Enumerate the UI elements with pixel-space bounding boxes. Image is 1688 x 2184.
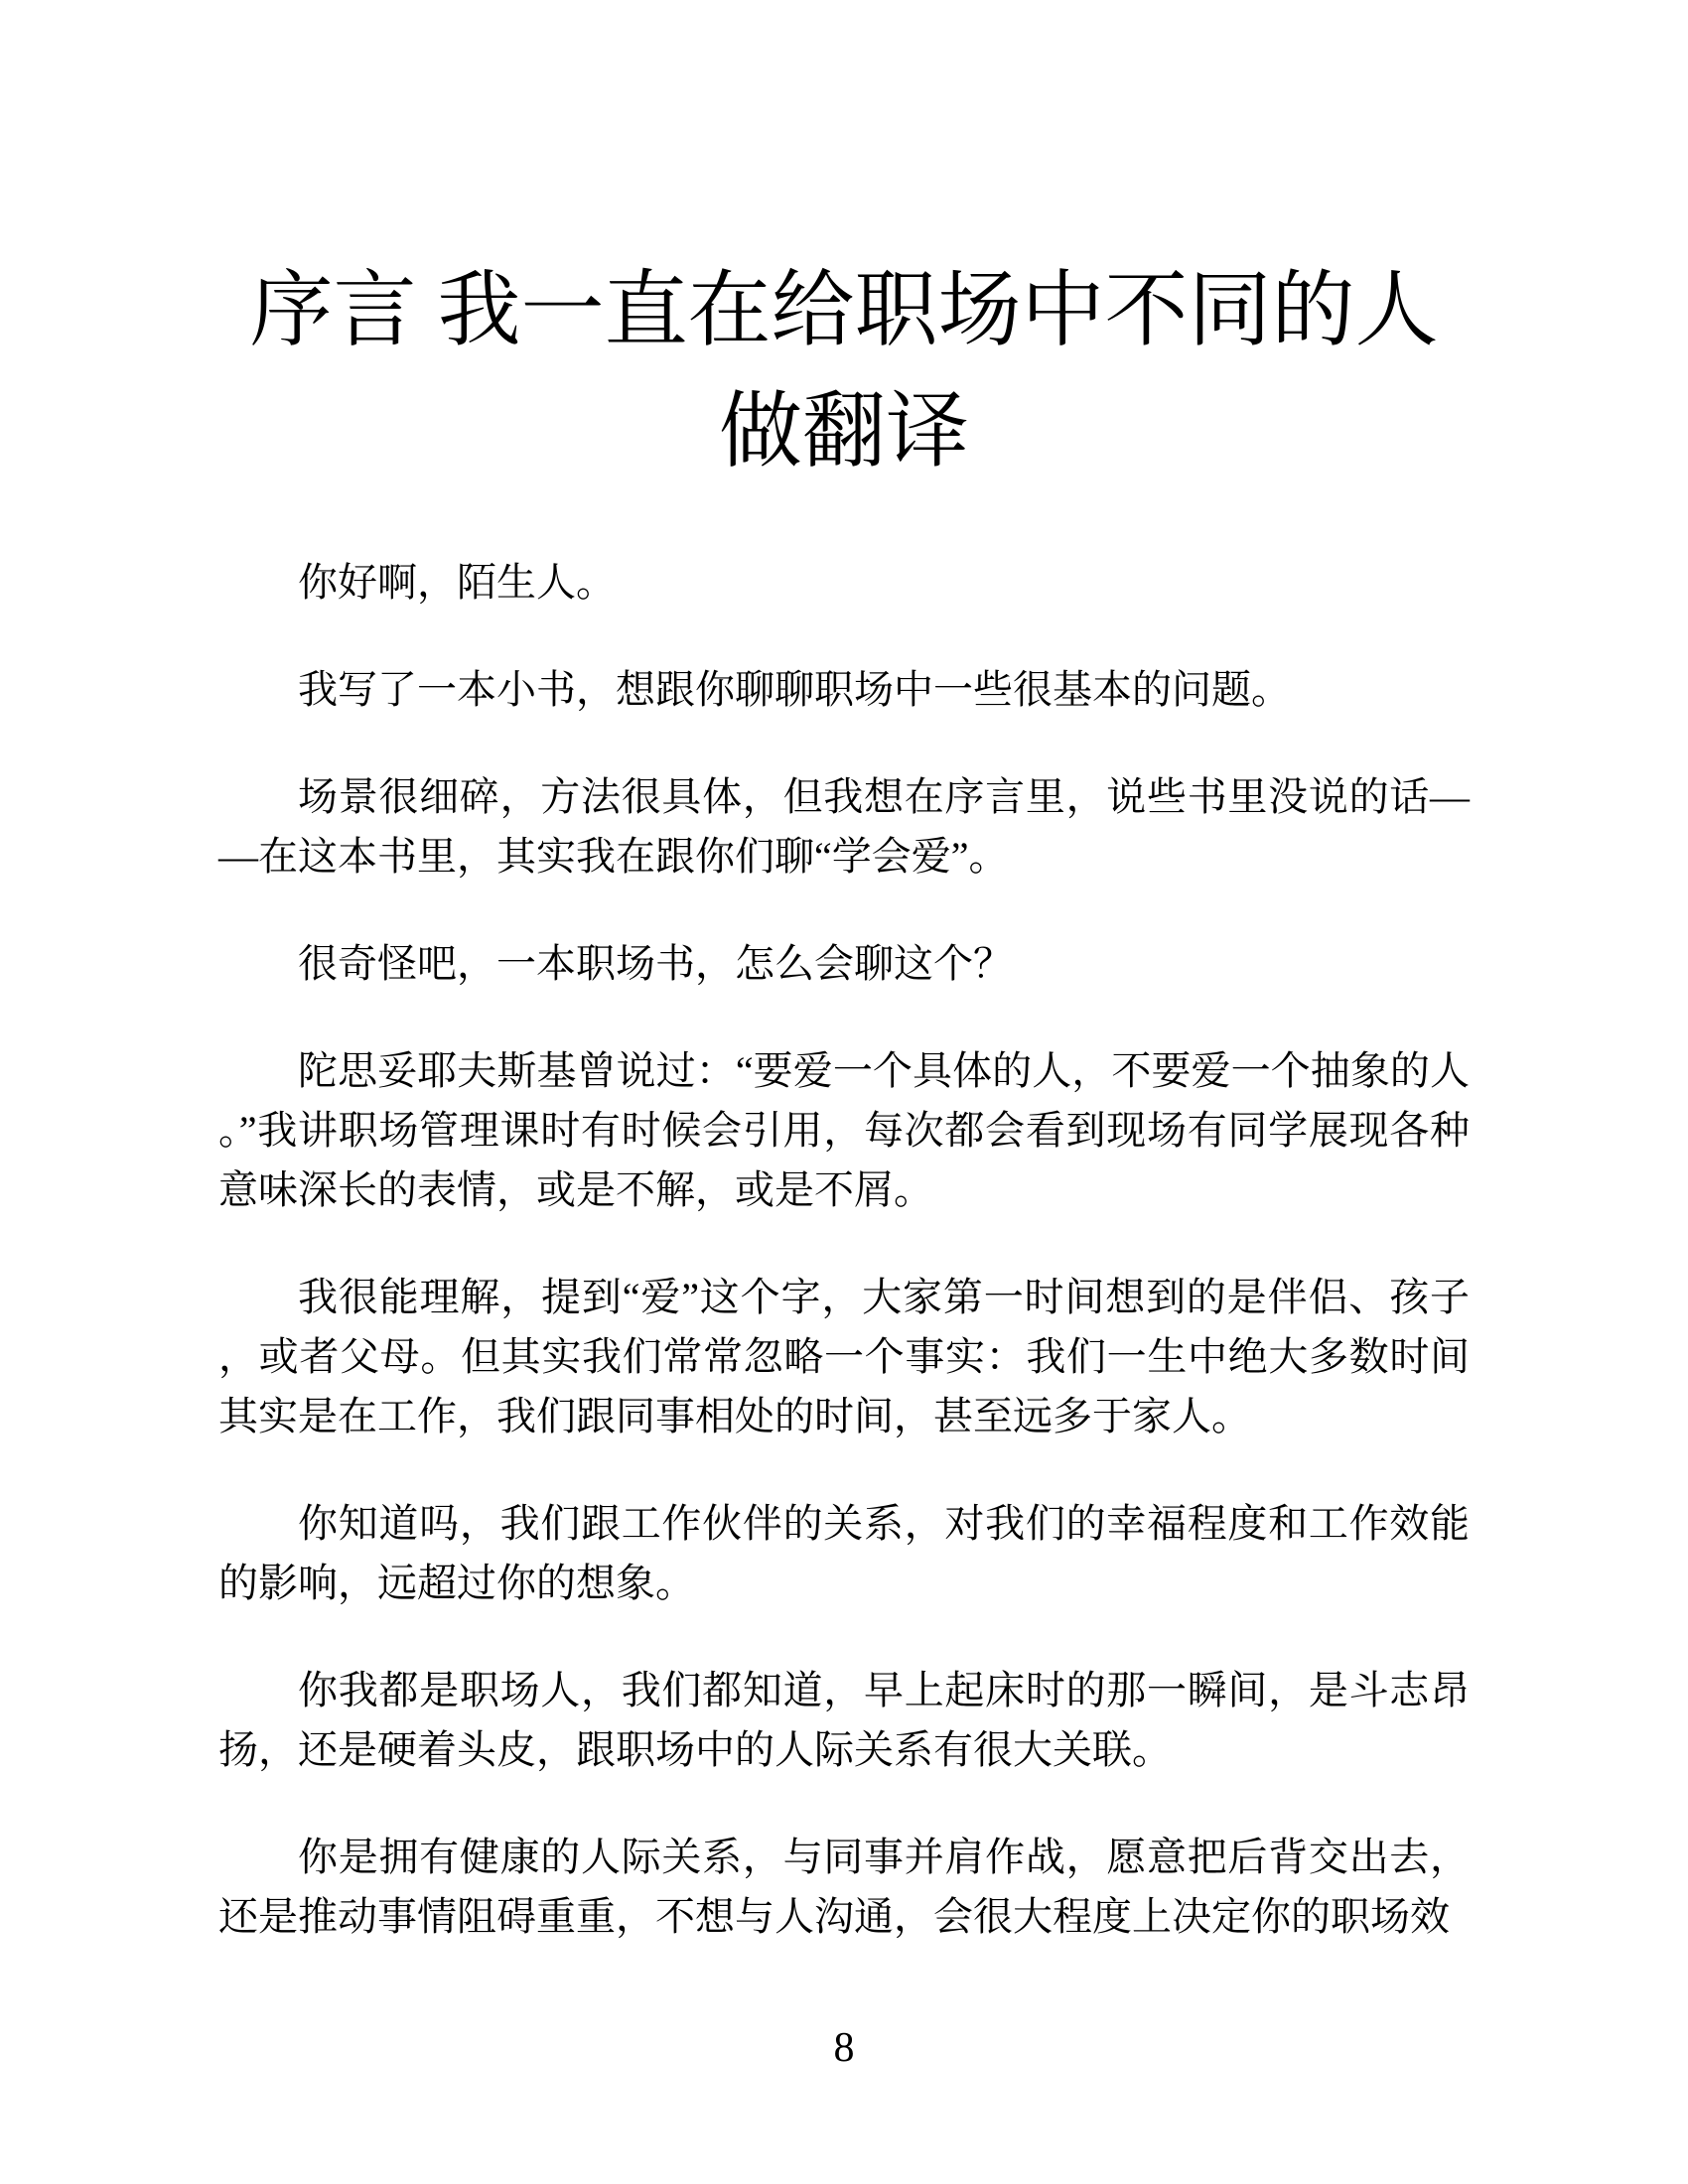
paragraph-3: 场景很细碎，方法很具体，但我想在序言里，说些书里没说的话——在这本书里，其实我在跟你们聊“学会爱”。 [218, 774, 1470, 879]
chapter-title: 序言 我一直在给职场中不同的人做翻译 [249, 265, 1439, 478]
paragraph-1: 你好啊，陌生人。 [298, 560, 616, 605]
paragraph-4: 很奇怪吧，一本职场书，怎么会聊这个？ [298, 941, 1013, 986]
paragraph-8: 你我都是职场人，我们都知道，早上起床时的那一瞬间，是斗志昂扬，还是硬着头皮，跟职场中的人际关系有很大关联。 [218, 1668, 1470, 1772]
paragraph-9: 你是拥有健康的人际关系，与同事并肩作战，愿意把后背交出去，还是推动事情阻碍重重，不想与人沟通，会很大程度上决定你的职场效 [218, 1835, 1470, 1939]
paragraph-2: 我写了一本小书，想跟你聊聊职场中一些很基本的问题。 [298, 667, 1291, 712]
body-text [218, 553, 1470, 1947]
page-number: 8 [833, 2025, 855, 2071]
paragraph-7: 你知道吗，我们跟工作伙伴的关系，对我们的幸福程度和工作效能的影响，远超过你的想象。 [218, 1501, 1470, 1605]
paragraph-6: 我很能理解，提到“爱”这个字，大家第一时间想到的是伴侣、孩子，或者父母。但其实我们常常忽略一个事实：我们一生中绝大多数时间其实是在工作，我们跟同事相处的时间，甚至远多于家人。 [218, 1275, 1470, 1438]
paragraph-5: 陀思妥耶夫斯基曾说过：“要爱一个具体的人，不要爱一个抽象的人。”我讲职场管理课时有时候会引用，每次都会看到现场有同学展现各种意味深长的表情，或是不解，或是不屑。 [218, 1048, 1470, 1212]
